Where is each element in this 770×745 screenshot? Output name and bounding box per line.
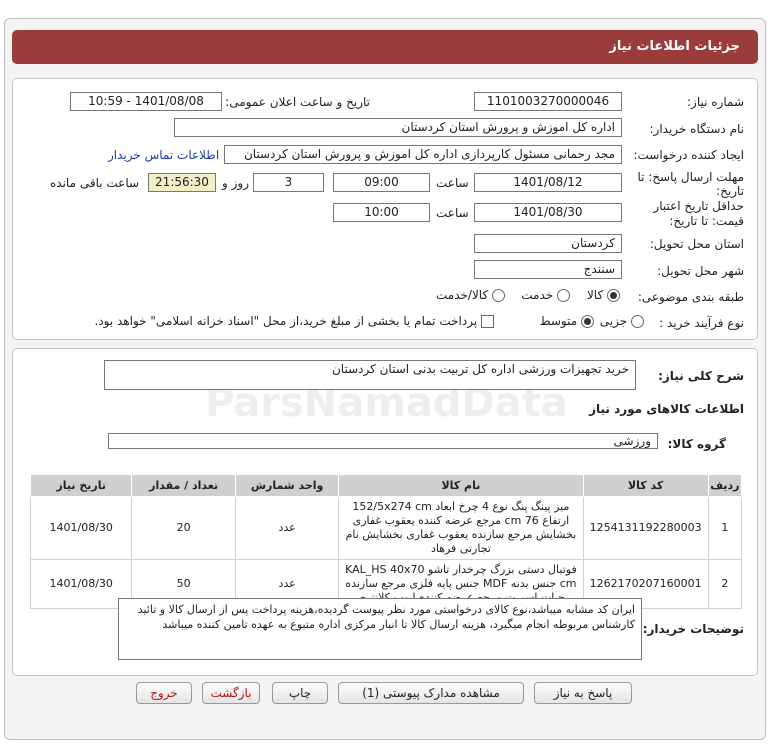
announce-label: تاریخ و ساعت اعلان عمومی: bbox=[225, 95, 370, 109]
process-label: نوع فرآیند خرید : bbox=[659, 316, 744, 330]
goods-group-field: ورزشی bbox=[108, 433, 658, 449]
cell-name: فوتبال دستی بزرگ چرخدار تاشو KAL_HS 40x70 cm جنس بدنه MDF جنس پایه فلزی مرجع سازنده bbox=[339, 560, 583, 609]
reply-button[interactable]: پاسخ به نیاز bbox=[534, 682, 632, 704]
deadline-time-field: 09:00 bbox=[333, 173, 430, 192]
page-title: جزئیات اطلاعات نیاز bbox=[12, 30, 758, 64]
process-option-medium[interactable]: متوسط bbox=[539, 314, 594, 328]
radio-icon bbox=[557, 289, 570, 302]
buyer-org-field: اداره کل اموزش و پرورش استان کردستان bbox=[174, 118, 622, 137]
cell-date: 1401/08/30 bbox=[31, 560, 132, 609]
remaining-time-field: 21:56:30 bbox=[148, 173, 216, 192]
radio-icon bbox=[492, 289, 505, 302]
validity-label: حداقل تاریخ اعتبار bbox=[653, 199, 744, 213]
city-label: شهر محل تحویل: bbox=[657, 264, 744, 278]
province-field: کردستان bbox=[474, 234, 622, 253]
col-header-qty: تعداد / مقدار bbox=[132, 475, 235, 497]
validity-time-label: ساعت bbox=[436, 206, 469, 220]
goods-info-title: اطلاعات کالاهای مورد نیاز bbox=[589, 402, 744, 416]
print-button[interactable]: چاپ bbox=[272, 682, 328, 704]
need-number-field: 1101003270000046 bbox=[474, 92, 622, 111]
cell-row: 2 bbox=[708, 560, 741, 609]
creator-field: مجد رحمانی مسئول کارپردازی اداره کل اموزش و پرورش استان کردستان bbox=[224, 145, 622, 164]
cell-date: 1401/08/30 bbox=[31, 497, 132, 560]
validity-label-2: قیمت: تا تاریخ: bbox=[669, 214, 744, 228]
category-option-goods[interactable]: کالا bbox=[587, 288, 620, 302]
process-option-minor[interactable]: جزیی bbox=[600, 314, 644, 328]
col-header-date: تاریخ نیاز bbox=[31, 475, 132, 497]
cell-unit: عدد bbox=[235, 497, 338, 560]
cell-code: 1254131192280003 bbox=[583, 497, 708, 560]
deadline-time-label: ساعت bbox=[436, 176, 469, 190]
buyer-contact-link[interactable]: اطلاعات تماس خریدار bbox=[108, 148, 220, 162]
back-button[interactable]: بازگشت bbox=[202, 682, 260, 704]
category-option-service[interactable]: خدمت bbox=[521, 288, 570, 302]
creator-label: ایجاد کننده درخواست: bbox=[633, 148, 744, 162]
table-header-row bbox=[31, 475, 742, 497]
buyer-notes-field: ایران کد مشابه میباشد،نوع کالای درخواستی مورد نظر پیوست گردیده،هزینه پرداخت پس از ارسال کالا و تائید کارشناس مربوطه انجام میگیرد، هزینه ارسال کالا تا انبار مرکزی اداره متبوع به عهده تامین کننده میباشد bbox=[118, 598, 642, 660]
exit-button[interactable]: خروج bbox=[136, 682, 192, 704]
announce-datetime-field: 1401/08/08 - 10:59 bbox=[70, 92, 222, 111]
need-summary-field: خرید تجهیزات ورزشی اداره کل تربیت بدنی استان کردستان bbox=[104, 360, 636, 390]
col-header-code: کد کالا bbox=[583, 475, 708, 497]
cell-qty: 20 bbox=[132, 497, 235, 560]
validity-date-field: 1401/08/30 bbox=[474, 203, 622, 222]
deadline-date-field: 1401/08/12 bbox=[474, 173, 622, 192]
cell-row: 1 bbox=[708, 497, 741, 560]
need-number-label: شماره نیاز: bbox=[687, 95, 744, 109]
buyer-notes-label: توضیحات خریدار: bbox=[642, 622, 744, 636]
category-label: طبقه بندی موضوعی: bbox=[637, 290, 744, 304]
province-label: استان محل تحویل: bbox=[649, 237, 744, 251]
buyer-org-label: نام دستگاه خریدار: bbox=[649, 122, 744, 136]
remaining-label: ساعت باقی مانده bbox=[50, 176, 140, 190]
treasury-payment-option[interactable]: پرداخت تمام یا بخشی از مبلغ خرید،از محل "اسناد خزانه اسلامی" خواهد بود. bbox=[94, 314, 494, 328]
view-attachments-button[interactable]: مشاهده مدارک پیوستی (1) bbox=[338, 682, 524, 704]
checkbox-icon bbox=[481, 315, 494, 328]
deadline-label: مهلت ارسال پاسخ: تا bbox=[637, 170, 744, 184]
days-field: 3 bbox=[253, 173, 324, 192]
goods-table bbox=[30, 474, 742, 609]
radio-selected-icon bbox=[607, 289, 620, 302]
col-header-unit: واحد شمارش bbox=[235, 475, 338, 497]
radio-selected-icon bbox=[581, 315, 594, 328]
need-summary-label: شرح کلی نیاز: bbox=[658, 369, 744, 383]
cell-qty: 50 bbox=[132, 560, 235, 609]
deadline-label-2: تاریخ: bbox=[716, 184, 744, 198]
cell-unit: عدد bbox=[235, 560, 338, 609]
category-option-goods-service[interactable]: کالا/خدمت bbox=[436, 288, 505, 302]
days-label: روز و bbox=[222, 176, 249, 190]
goods-group-label: گروه کالا: bbox=[667, 437, 726, 451]
col-header-row: ردیف bbox=[708, 475, 741, 497]
validity-time-field: 10:00 bbox=[333, 203, 430, 222]
cell-code: 1262170207160001 bbox=[583, 560, 708, 609]
city-field: سنندج bbox=[474, 260, 622, 279]
radio-icon bbox=[631, 315, 644, 328]
col-header-name: نام کالا bbox=[339, 475, 583, 497]
table-row bbox=[31, 497, 742, 560]
cell-name: میز پینگ پنگ نوع 4 چرخ ابعاد 152/5x274 cm ارتفاع 76 cm مرجع عرضه کننده یعقوب غفاری بخشایش مرجع سازنده یعقوب غفاری بخشایش نام تجارتی فرهاد bbox=[339, 497, 583, 560]
